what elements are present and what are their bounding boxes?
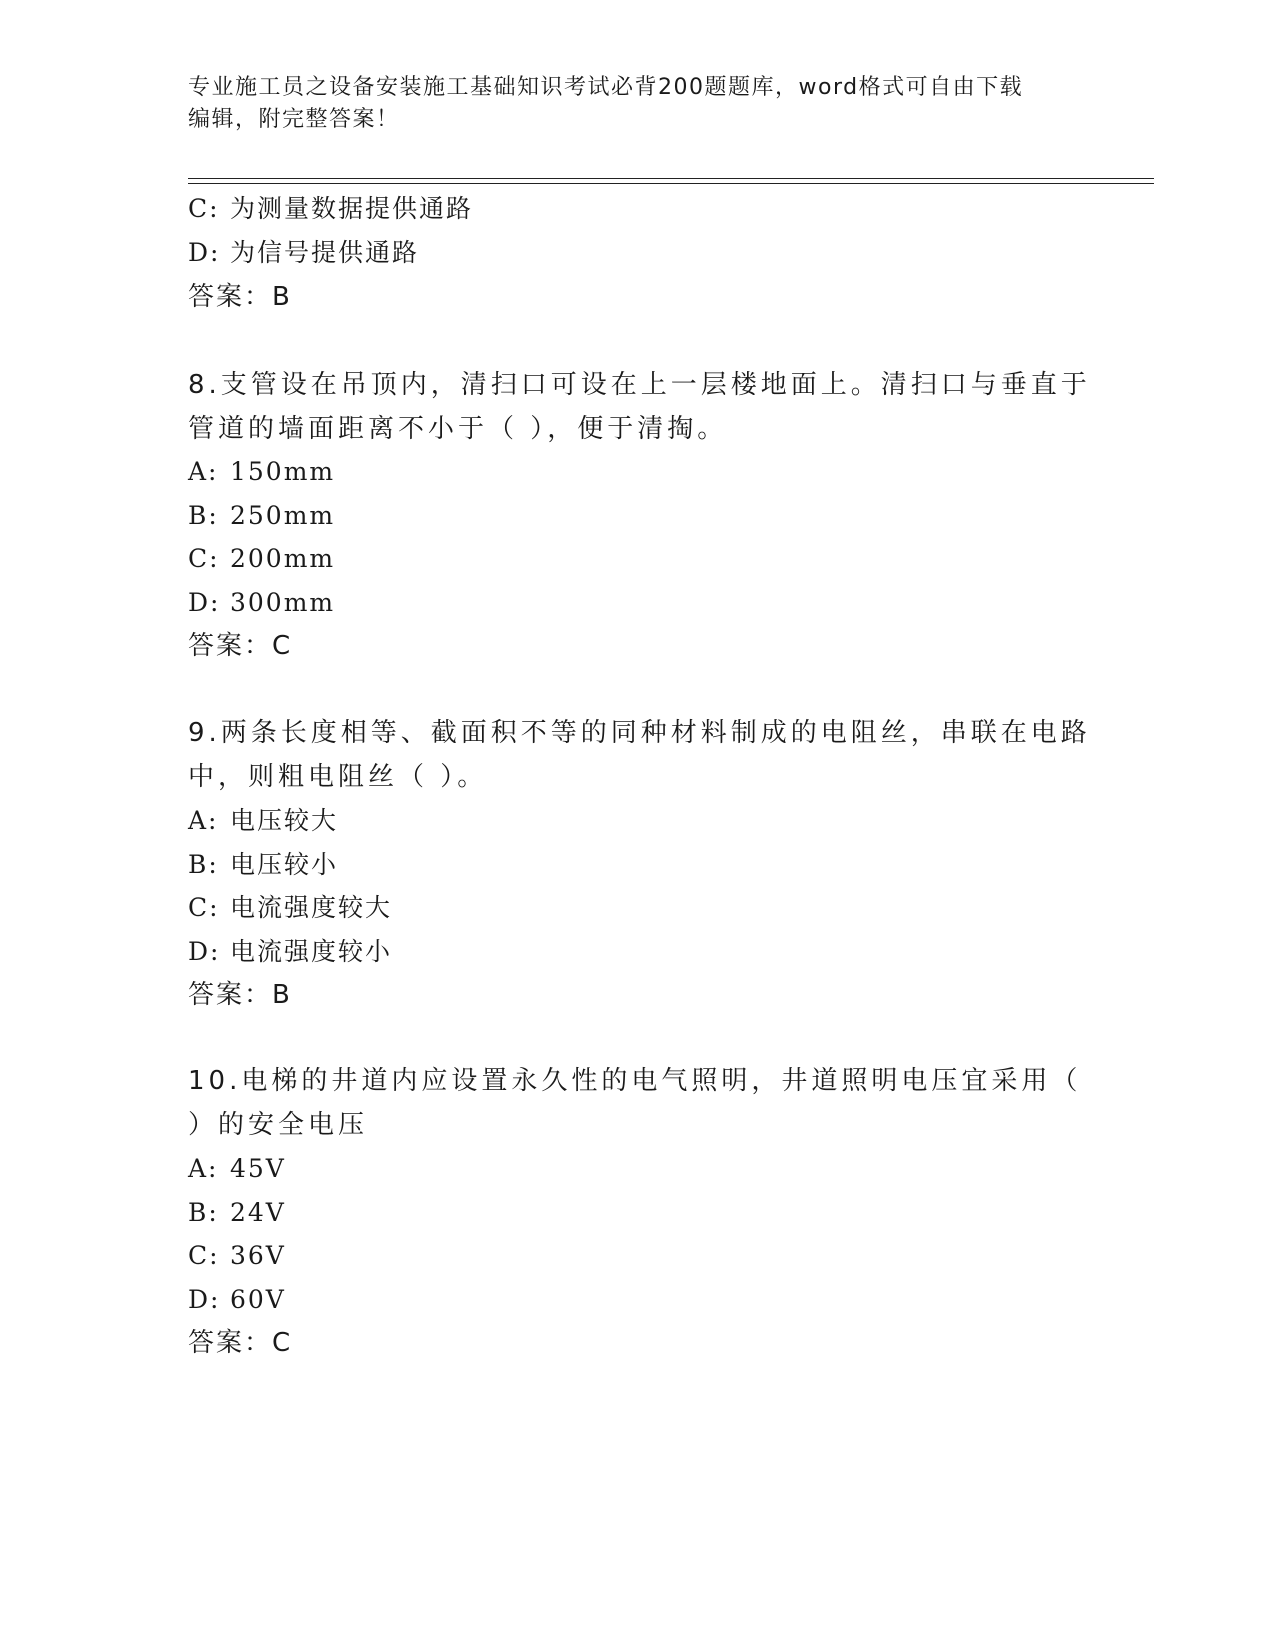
question-9-line-2: 中，则粗电阻丝（ ）。 (188, 762, 488, 792)
question-10-line-2: ）的安全电压 (188, 1110, 369, 1140)
option-b: B: 250mm (188, 501, 336, 530)
answer-line: 答案：B (188, 282, 292, 312)
option-d: D: 为信号提供通路 (188, 238, 420, 267)
option-b: B: 24V (188, 1198, 286, 1227)
question-8-line-1: 8.支管设在吊顶内，清扫口可设在上一层楼地面上。清扫口与垂直于 (188, 370, 1091, 400)
header-divider-bottom (188, 183, 1154, 184)
question-8-line-2: 管道的墙面距离不小于（ ），便于清掏。 (188, 414, 728, 444)
option-b: B: 电压较小 (188, 850, 339, 879)
option-c: C: 电流强度较大 (188, 893, 393, 922)
header-line-1: 专业施工员之设备安装施工基础知识考试必背200题题库，word格式可自由下载 (188, 75, 1024, 100)
question-9-line-1: 9.两条长度相等、截面积不等的同种材料制成的电阻丝，串联在电路 (188, 718, 1091, 748)
header-line-2: 编辑，附完整答案！ (188, 107, 400, 132)
option-a: A: 电压较大 (188, 806, 339, 835)
document-header (188, 72, 1068, 136)
option-d: D: 60V (188, 1285, 286, 1314)
question-10-line-1: 10.电梯的井道内应设置永久性的电气照明，井道照明电压宜采用（ (188, 1066, 1082, 1096)
option-a: A: 150mm (188, 457, 336, 486)
option-d: D: 300mm (188, 588, 336, 617)
option-c: C: 200mm (188, 544, 336, 573)
option-c: C: 36V (188, 1241, 286, 1270)
option-d: D: 电流强度较小 (188, 937, 393, 966)
header-divider-top (188, 178, 1154, 179)
answer-line: 答案：C (188, 1328, 293, 1358)
answer-line: 答案：C (188, 631, 293, 661)
answer-line: 答案：B (188, 980, 292, 1010)
option-a: A: 45V (188, 1154, 286, 1183)
option-c: C: 为测量数据提供通路 (188, 194, 474, 223)
